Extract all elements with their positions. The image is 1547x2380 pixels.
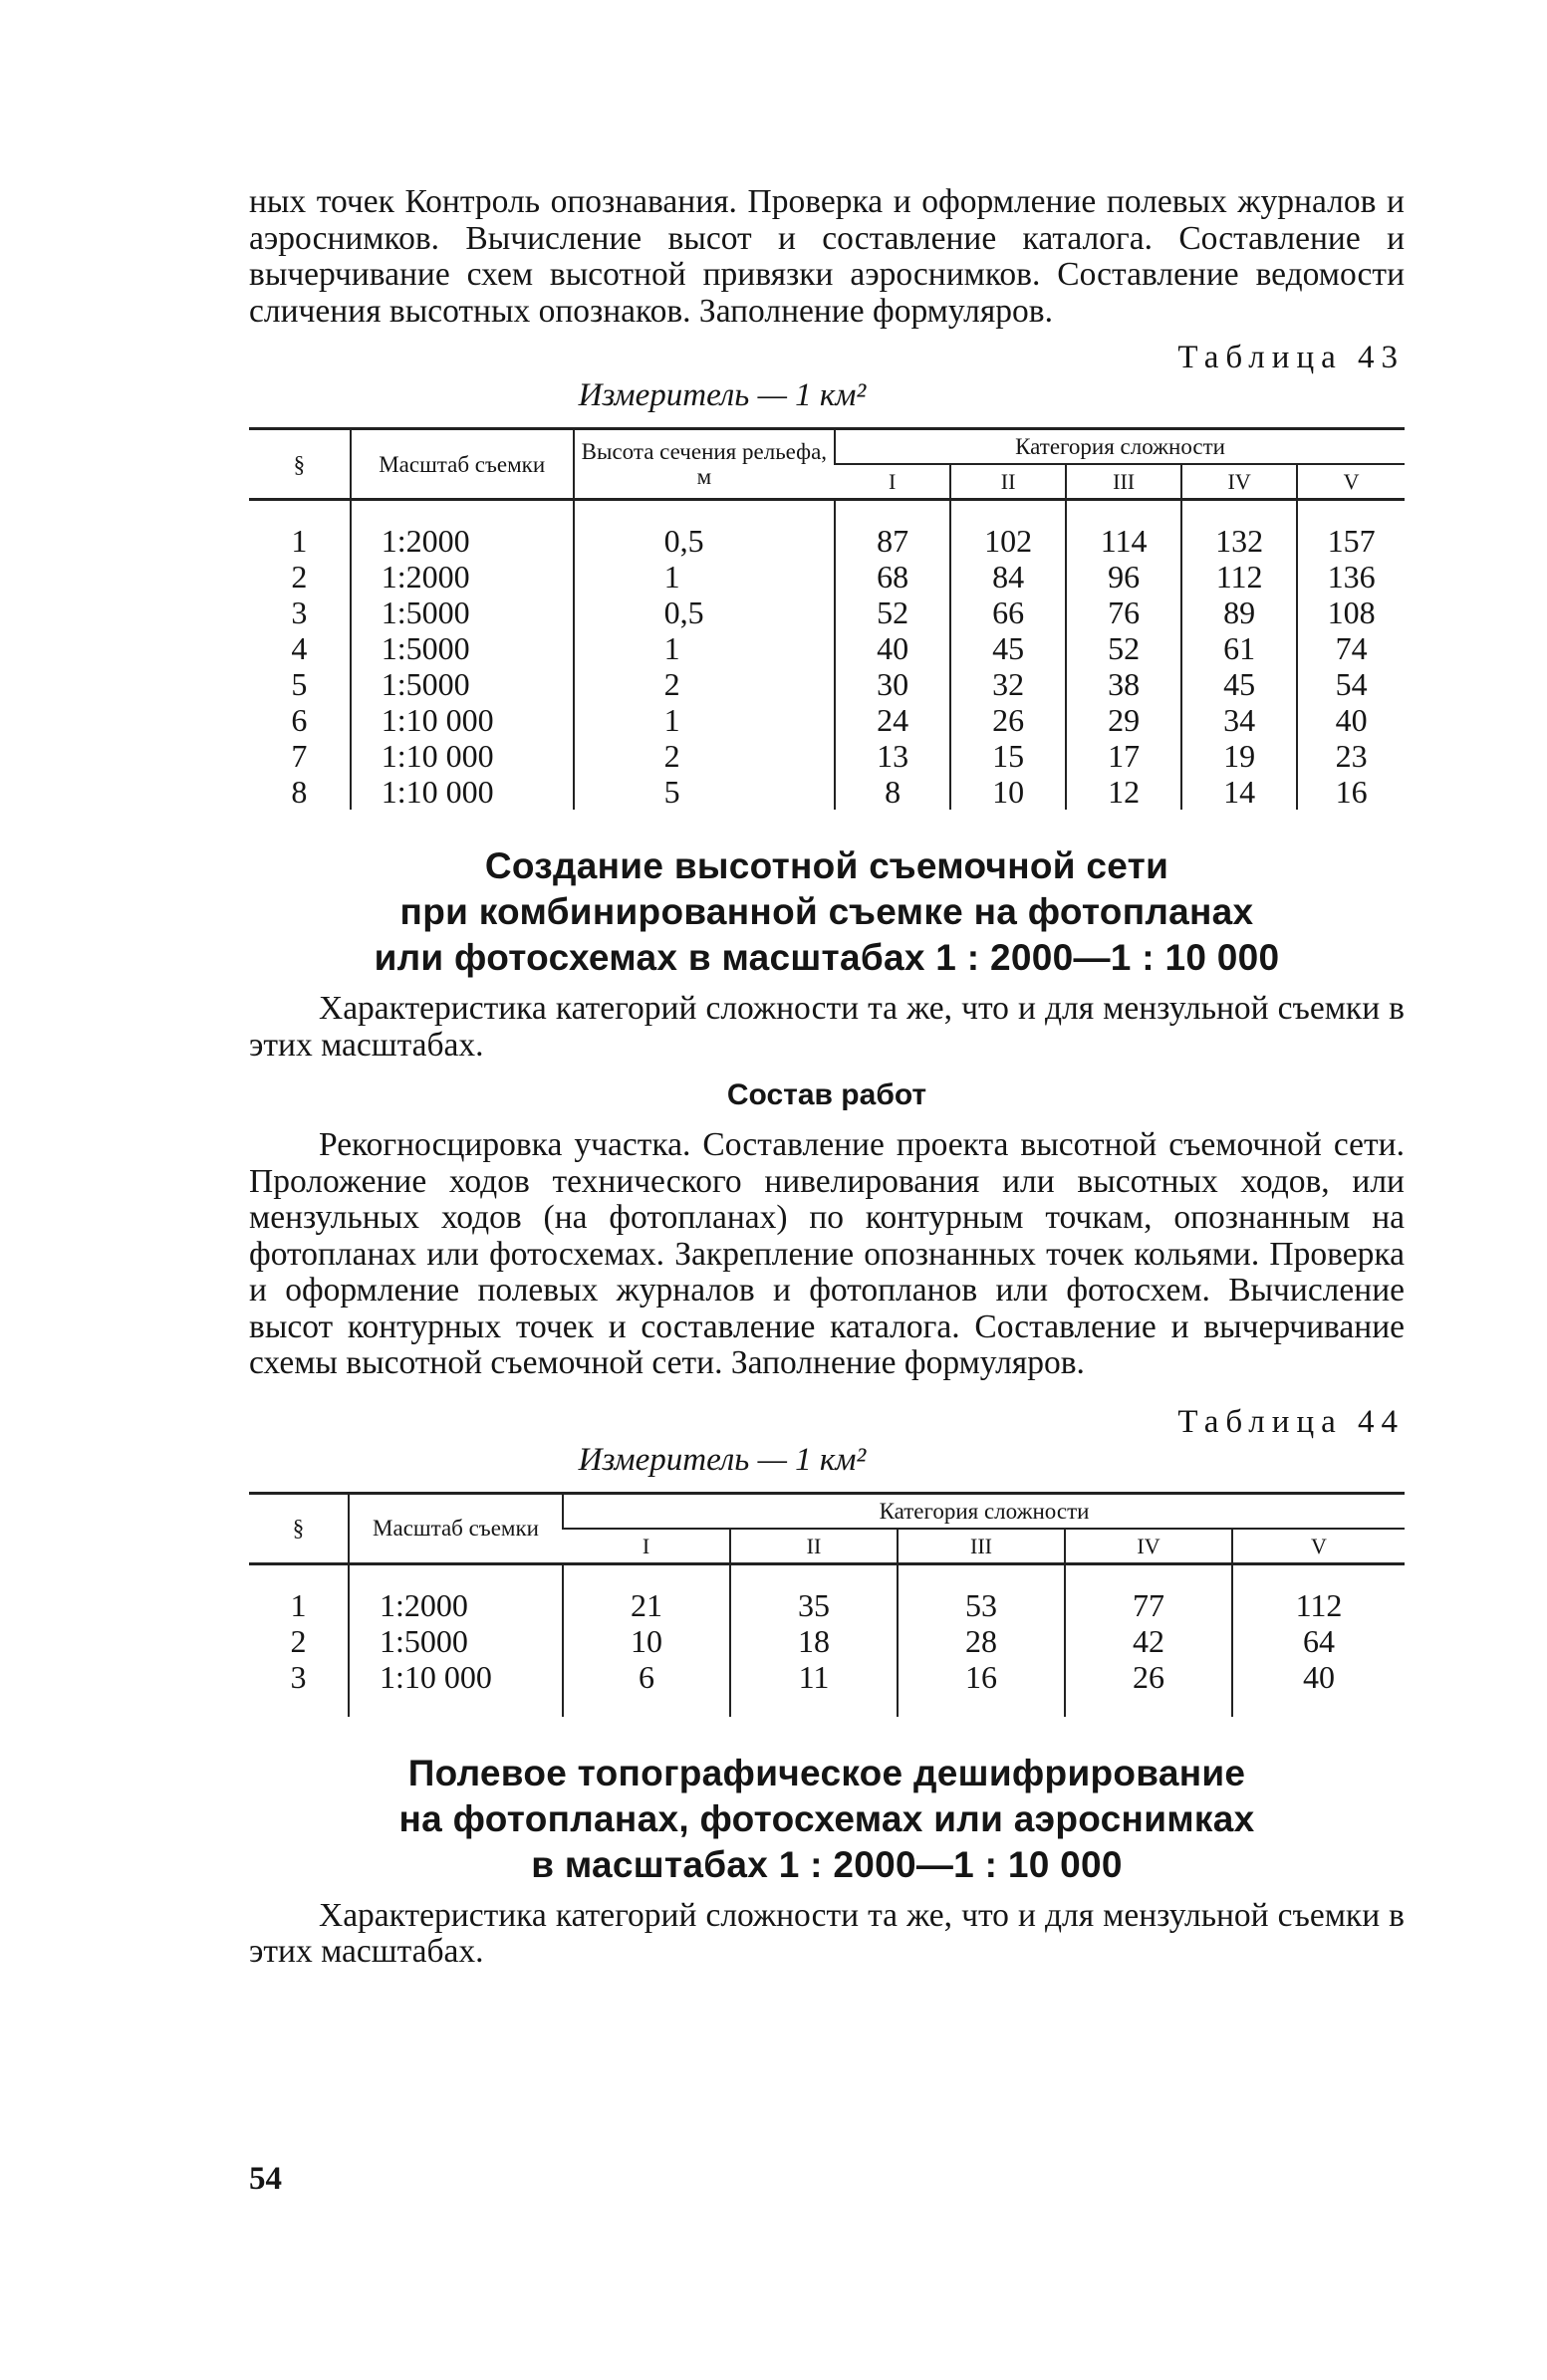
relief-cell: 1	[574, 630, 836, 666]
spacer-cell	[730, 1695, 898, 1717]
value-cell: 23	[1297, 738, 1405, 774]
value-cell: 29	[1066, 702, 1181, 738]
value-cell: 14	[1181, 774, 1297, 810]
relief-cell: 2	[574, 666, 836, 702]
table-row	[249, 523, 1405, 559]
row-number: 1	[290, 1586, 307, 1623]
value-cell: 108	[1297, 595, 1405, 630]
section1-subheading: Состав работ	[726, 1078, 927, 1111]
value-cell: 112	[1181, 559, 1297, 595]
spacer-cell	[563, 1695, 730, 1717]
header-paragraph: §	[292, 1516, 305, 1541]
spacer-cell	[1181, 500, 1297, 524]
row-number: 4	[291, 630, 308, 666]
scale-cell: 1:10 000	[351, 774, 574, 810]
table-row	[249, 666, 1405, 702]
spacer-cell	[351, 500, 574, 524]
header-cat-1: I	[563, 1529, 730, 1564]
table-spacer-row	[249, 1563, 1405, 1587]
table44-body	[249, 1563, 1405, 1717]
spacer-cell	[1232, 1695, 1405, 1717]
value-cell: 11	[730, 1659, 898, 1695]
header-cat-4: IV	[1065, 1529, 1232, 1564]
value-cell: 77	[1065, 1587, 1232, 1623]
table-row	[249, 1587, 1405, 1623]
header-cat-5: V	[1232, 1529, 1405, 1564]
spacer-cell	[1065, 1695, 1232, 1717]
row-number: 7	[291, 738, 308, 774]
page-number: 54	[249, 2161, 282, 2197]
value-cell: 45	[1181, 666, 1297, 702]
table-row	[249, 630, 1405, 666]
value-cell: 34	[1181, 702, 1297, 738]
spacer-cell	[249, 500, 351, 524]
header-cat-2: II	[950, 464, 1066, 500]
table-row	[249, 595, 1405, 630]
header-cat-3: III	[1066, 464, 1181, 500]
table-row	[249, 738, 1405, 774]
value-cell: 12	[1066, 774, 1181, 810]
value-cell: 16	[898, 1659, 1065, 1695]
header-paragraph: §	[293, 451, 306, 477]
spacer-cell	[1232, 1563, 1405, 1587]
table-spacer-row	[249, 1695, 1405, 1717]
scale-cell: 1:5000	[351, 666, 574, 702]
value-cell: 76	[1066, 595, 1181, 630]
relief-cell: 5	[574, 774, 836, 810]
scale-cell: 1:2000	[351, 523, 574, 559]
scale-cell: 1:10 000	[349, 1659, 563, 1695]
table-row	[249, 1623, 1405, 1659]
section1-title-2: при комбинированной съемке на фотопланах	[399, 891, 1254, 932]
relief-cell: 1	[574, 702, 836, 738]
section1-title-3: или фотосхемах в масштабах 1 : 2000—1 : 10 000	[374, 937, 1280, 978]
header-cat-3: III	[898, 1529, 1065, 1564]
value-cell: 54	[1297, 666, 1405, 702]
page-content	[249, 184, 1405, 1971]
section1-text: Характеристика категорий сложности та же, что и для мензульной съемки в этих масштабах.	[249, 990, 1405, 1064]
value-cell: 68	[835, 559, 950, 595]
spacer-cell	[1297, 500, 1405, 524]
table-row	[249, 559, 1405, 595]
value-cell: 8	[835, 774, 950, 810]
value-cell: 74	[1297, 630, 1405, 666]
row-number: 6	[291, 702, 308, 738]
spacer-cell	[730, 1563, 898, 1587]
table-44	[249, 1492, 1405, 1717]
table44-unit: Измеритель — 1 км²	[578, 1441, 867, 1478]
value-cell: 28	[898, 1623, 1065, 1659]
value-cell: 61	[1181, 630, 1297, 666]
value-cell: 21	[563, 1587, 730, 1623]
row-number: 2	[290, 1622, 307, 1659]
spacer-cell	[563, 1563, 730, 1587]
value-cell: 66	[950, 595, 1066, 630]
relief-cell: 1	[574, 559, 836, 595]
value-cell: 16	[1297, 774, 1405, 810]
header-scale: Масштаб съемки	[349, 1493, 563, 1563]
spacer-cell	[249, 1695, 349, 1717]
value-cell: 40	[835, 630, 950, 666]
intro-paragraph: ных точек Контроль опознавания. Проверка и оформление полевых журналов и аэроснимков. Вычисление высот и составление каталога. Составление и вычерчивание схем высотной привязки аэроснимков. Составление ведомости сличения высотных опознаков. Заполнение формуляров.	[249, 183, 1405, 330]
row-number: 5	[291, 666, 308, 702]
value-cell: 53	[898, 1587, 1065, 1623]
value-cell: 24	[835, 702, 950, 738]
section2-title-1: Полевое топографическое дешифрирование	[407, 1752, 1246, 1793]
value-cell: 6	[563, 1659, 730, 1695]
value-cell: 26	[1065, 1659, 1232, 1695]
table-row	[249, 702, 1405, 738]
value-cell: 19	[1181, 738, 1297, 774]
spacer-cell	[950, 500, 1066, 524]
table43-label: Таблица 43	[1177, 340, 1405, 375]
spacer-cell	[898, 1563, 1065, 1587]
value-cell: 89	[1181, 595, 1297, 630]
row-number: 3	[291, 595, 308, 630]
table-row	[249, 1659, 1405, 1695]
spacer-cell	[1066, 500, 1181, 524]
value-cell: 18	[730, 1623, 898, 1659]
section2-text: Характеристика категорий сложности та же, что и для мензульной съемки в этих масштабах.	[249, 1896, 1405, 1970]
scale-cell: 1:2000	[351, 559, 574, 595]
table43-body	[249, 500, 1405, 811]
value-cell: 45	[950, 630, 1066, 666]
spacer-cell	[574, 500, 836, 524]
relief-cell: 0,5	[574, 523, 836, 559]
value-cell: 40	[1297, 702, 1405, 738]
value-cell: 102	[950, 523, 1066, 559]
row-number: 2	[291, 559, 308, 595]
header-scale: Масштаб съемки	[351, 429, 574, 500]
section1-title-1: Создание высотной съемочной сети	[484, 845, 1169, 886]
table44-label: Таблица 44	[1177, 1403, 1405, 1440]
value-cell: 32	[950, 666, 1066, 702]
value-cell: 10	[563, 1623, 730, 1659]
value-cell: 114	[1066, 523, 1181, 559]
spacer-cell	[898, 1695, 1065, 1717]
row-number: 3	[290, 1658, 307, 1695]
header-relief: Высота сечения рельефа, м	[574, 429, 836, 500]
value-cell: 96	[1066, 559, 1181, 595]
row-number: 8	[291, 774, 308, 810]
header-cat-1: I	[835, 464, 950, 500]
table43-unit: Измеритель — 1 км²	[578, 377, 867, 413]
section2-title-3: в масштабах 1 : 2000—1 : 10 000	[531, 1843, 1123, 1885]
value-cell: 17	[1066, 738, 1181, 774]
scale-cell: 1:10 000	[351, 738, 574, 774]
value-cell: 132	[1181, 523, 1297, 559]
value-cell: 64	[1232, 1623, 1405, 1659]
table-row	[249, 774, 1405, 810]
header-cat-4: IV	[1181, 464, 1297, 500]
value-cell: 15	[950, 738, 1066, 774]
header-cat-5: V	[1297, 464, 1405, 500]
value-cell: 13	[835, 738, 950, 774]
scale-cell: 1:10 000	[351, 702, 574, 738]
section1-work-text: Рекогносцировка участка. Составление проекта высотной съемочной сети. Проложение ходов технического нивелирования или высотных ходов, или мензульных ходов (на фотопланах) по контурным точкам, опознанным на фотопланах или фотосхемах. Закрепление опознанных точек кольями. Проверка и оформление полевых журналов и фотопланов или фотосхем. Вычисление высот контурных точек и составление каталога. Составление и вычерчивание схемы высотной съемочной сети. Заполнение формуляров.	[249, 1126, 1405, 1381]
value-cell: 10	[950, 774, 1066, 810]
value-cell: 112	[1232, 1587, 1405, 1623]
relief-cell: 2	[574, 738, 836, 774]
scale-cell: 1:2000	[349, 1587, 563, 1623]
value-cell: 84	[950, 559, 1066, 595]
relief-cell: 0,5	[574, 595, 836, 630]
spacer-cell	[835, 500, 950, 524]
spacer-cell	[249, 1563, 349, 1587]
value-cell: 52	[835, 595, 950, 630]
section2-title-2: на фотопланах, фотосхемах или аэроснимках	[398, 1797, 1255, 1839]
table-spacer-row	[249, 500, 1405, 524]
value-cell: 38	[1066, 666, 1181, 702]
value-cell: 136	[1297, 559, 1405, 595]
header-cat-2: II	[730, 1529, 898, 1564]
value-cell: 42	[1065, 1623, 1232, 1659]
value-cell: 35	[730, 1587, 898, 1623]
value-cell: 26	[950, 702, 1066, 738]
spacer-cell	[349, 1695, 563, 1717]
spacer-cell	[1065, 1563, 1232, 1587]
header-category: Категория сложности	[563, 1493, 1405, 1529]
scale-cell: 1:5000	[351, 630, 574, 666]
header-category: Категория сложности	[835, 429, 1405, 465]
scale-cell: 1:5000	[351, 595, 574, 630]
value-cell: 157	[1297, 523, 1405, 559]
value-cell: 30	[835, 666, 950, 702]
table-43	[249, 427, 1405, 810]
value-cell: 87	[835, 523, 950, 559]
spacer-cell	[349, 1563, 563, 1587]
row-number: 1	[291, 523, 308, 559]
value-cell: 52	[1066, 630, 1181, 666]
value-cell: 40	[1232, 1659, 1405, 1695]
scale-cell: 1:5000	[349, 1623, 563, 1659]
